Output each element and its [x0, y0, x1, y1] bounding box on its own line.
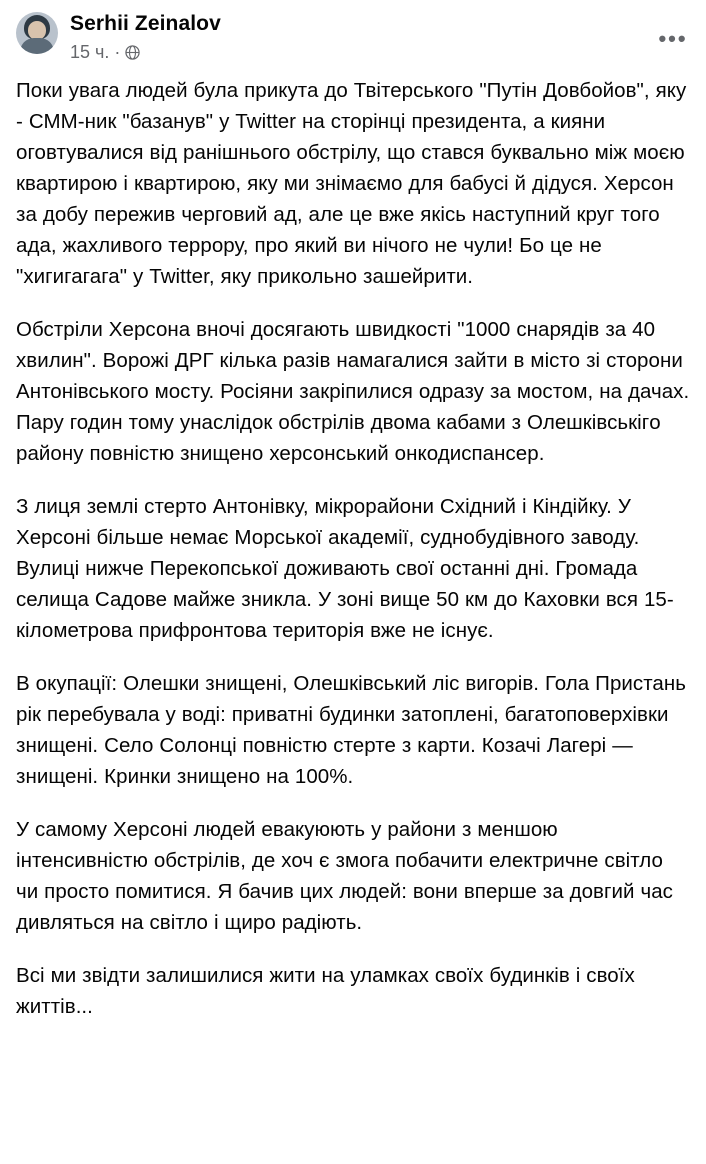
post-options-menu-icon[interactable]: ••• — [658, 26, 688, 51]
post-meta — [70, 41, 221, 63]
meta-separator: · — [114, 42, 121, 62]
post-paragraph: Всі ми звідти залишилися жити на уламках своїх будинків і своїх життів... — [16, 964, 635, 1018]
post-paragraph: Обстріли Херсона вночі досягають швидкості "1000 снарядів за 40 хвилин". Ворожі ДРГ кілька разів намагалися зайти в місто зі сторони Антонівського мосту. Росіяни закріпилися одразу за мостом, на дачах. Пару годин тому унаслідок обстрілів двома кабами з Олешківськігo району повністю знищено херсонський онкодиспансер. — [16, 318, 690, 465]
avatar-body — [20, 38, 54, 54]
post-paragraph: З лиця землі стерто Антонівку, мікрорайони Східний і Кіндійку. У Херсоні більше немає Морської академії, суднобудівного заводу. Вулиці нижче Перекопської доживають свої останні дні. Громада селища Садове майже зникла. У зоні вище 50 км до Каховки вся 15-кілометрова прифронтова територія вже не існує. — [16, 495, 674, 642]
post-paragraph: Поки увага людей була прикута до Твітерського "Путін Довбойов", яку - СММ-ник "базанув" у Twitter на сторінці президента, а кияни оговтувалися від ранішнього обстрілу, що стався буквально між моєю квартирою і квартирою, яку ми знімаємо для бабусі й дідуся. Херсон за добу пережив черговий ад, але це вже якісь наступний круг того ада, жахливого террору, про який ви нічого не чули! Бо це не "хигигагага" у Twitter, яку прикольно зашейрити. — [16, 79, 687, 288]
post-body — [0, 67, 706, 1022]
post-paragraph: У самому Херсоні людей евакуюють у райони з меншою інтенсивністю обстрілів, де хоч є змога побачити електричне світло чи просто помитися. Я бачив цих людей: вони вперше за довгий час дивляться на світло і щиро радіють. — [16, 818, 673, 934]
post-paragraph: В окупації: Олешки знищені, Олешківський ліс вигорів. Гола Пристань рік перебувала у воді: приватні будинки затоплені, багатоповерхівки знищені. Село Солонці повністю стерте з карти. Козачі Лагері — знищені. Кринки знищено на 100%. — [16, 672, 686, 788]
post-header — [0, 0, 706, 67]
post-timestamp[interactable]: 15 ч. — [70, 42, 110, 62]
author-name[interactable]: Serhii Zeinalov — [70, 12, 221, 35]
globe-icon[interactable] — [125, 45, 140, 60]
avatar[interactable] — [16, 12, 58, 54]
post-header-text — [70, 10, 221, 63]
